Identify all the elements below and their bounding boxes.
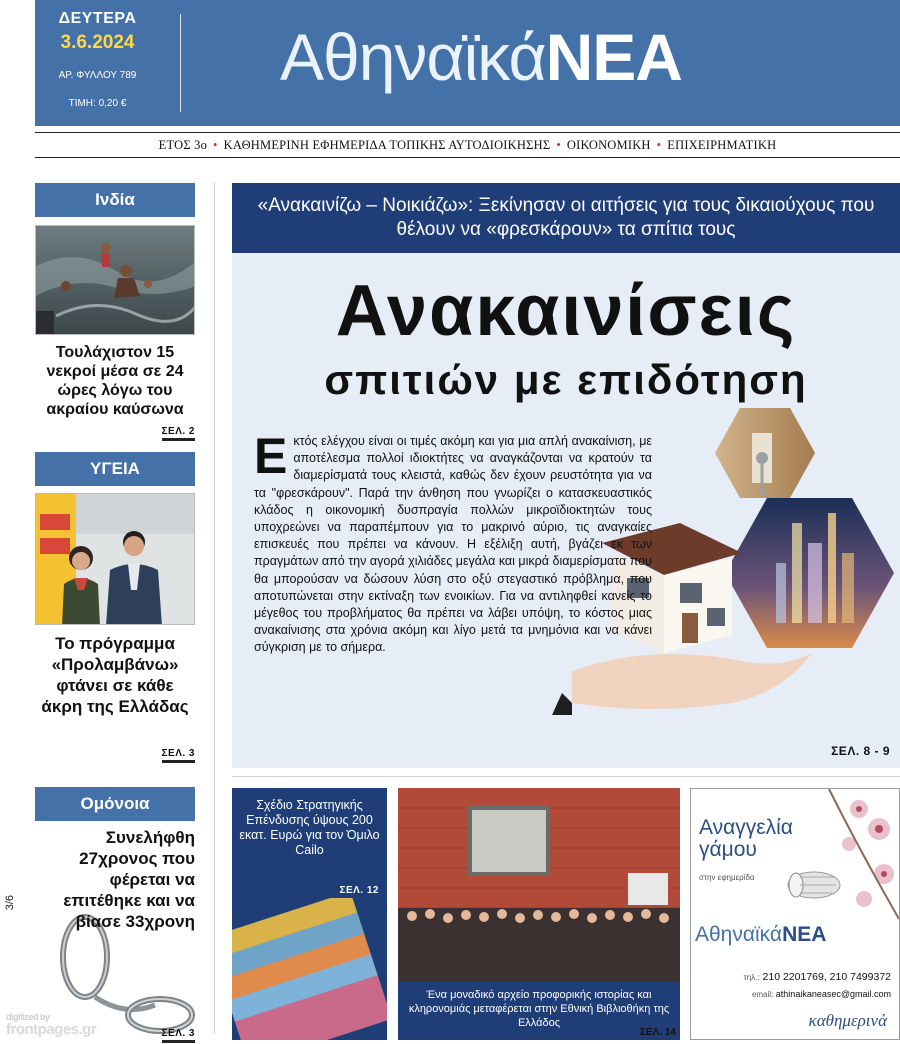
masthead: [35, 0, 900, 126]
euro-banknotes-image: [232, 898, 387, 1040]
masthead-divider: [180, 14, 181, 112]
wedding-title-line: γάμου: [699, 838, 757, 861]
feature-dropcap: Ε: [254, 428, 288, 484]
newspaper-logo: [280, 12, 682, 102]
bullet-icon: •: [656, 138, 662, 152]
wedding-daily: καθημερινά: [808, 1011, 887, 1030]
strategy-article[interactable]: [232, 788, 387, 1040]
page-ref-health: ΣΕΛ. 3: [162, 748, 195, 763]
email-address: athinaikaneasec@gmail.com: [775, 989, 891, 999]
issue-day: ΔΕΥΤΕΡΑ: [58, 10, 137, 27]
feature-kicker: «Ανακαινίζω – Νοικιάζω»: Ξεκίνησαν οι αιτήσεις για τους δικαιούχους που θέλουν να «φρεσκάρουν» τα σπίτια τους: [232, 183, 900, 253]
flower-decoration: [789, 789, 899, 929]
section-tag-omonoia[interactable]: Ομόνοια: [35, 787, 195, 821]
wedding-logo-bold: ΝΕΑ: [782, 923, 827, 946]
archive-caption: Ένα μοναδικό αρχείο προφορικής ιστορίας και κληρονομιάς μεταφέρεται στην Εθνική Βιβλιοθήκη της Ελλάδος: [398, 982, 680, 1040]
tagline: [35, 132, 900, 158]
archive-article[interactable]: [398, 788, 680, 1040]
email-label: email:: [751, 990, 774, 999]
india-headline[interactable]: Τουλάχιστον 15 νεκροί μέσα σε 24 ώρες λόγω του ακραίου καύσωνα: [46, 344, 184, 418]
phone-numbers: 210 2201769, 210 7499372: [762, 971, 891, 983]
feature-article[interactable]: [232, 183, 900, 768]
tagline-item: ΟΙΚΟΝΟΜΙΚΗ: [566, 138, 651, 152]
wedding-email: [752, 989, 891, 999]
date-box: [35, 0, 180, 126]
feature-body-text: κτός ελέγχου είναι οι τιμές ακόμη και για μια απλή ανακαίνιση, με αποτέλεσμα πολλοί ιδιοκτήτες να αναγκάζονται να κρατούν τα διαμερίσματά τους κλειστά, καθώς δεν έχουν ρευστότητα για να τα "φρεσκάρουν". Παρά την άνθηση που γνωρίζει ο κατασκευαστικός κλάδος η οικονομική δυσπραγία πολλών μικροϊδιοκτητών τους υποχρεώνει να παραπέμπουν για το μακρινό αύριο, τις αναγκαίες επισκευές που πρέπει να κάνουν. Η εξέλιξη αυτή, βγάζει εκ των πραγμάτων από την αγορά χιλιάδες μεγάλα και μικρά διαμερίσματα που θα μπορούσαν να δώσουν λύση στο οξύ στεγαστικό πρόβλημα, που αποτυπώνεται στην εκτίναξη των ενοικίων. Για να αντιληφθεί κανείς το μέγεθος του προβλήματος θα πρέπει να λάβει υπόψη, το κόστος μιας ανακαίνισης στα χρόνια ακόμη και λίγο μετά τα μνημόνια και να κάνει σύγκριση με το σήμερα.: [254, 434, 652, 655]
section-tag-india[interactable]: Ινδία: [35, 183, 195, 217]
logo-light-text: Αθηναϊκά: [280, 20, 546, 94]
omonoia-headline[interactable]: Συνελήφθη 27χρονος που φέρεται να επιτέθηκε και να βίασε 33χρονη: [63, 828, 195, 931]
bullet-icon: •: [556, 138, 561, 152]
wedding-logo: [695, 923, 826, 947]
page-ref-feature: ΣΕΛ. 8 - 9: [831, 744, 890, 758]
watermark-main: frontpages.gr: [6, 1021, 97, 1038]
issue-price: ΤΙΜΗ: 0,20 €: [68, 98, 127, 109]
feature-headline: Ανακαινίσεις: [335, 271, 797, 351]
wedding-phone: [744, 969, 891, 986]
page-ref-strategy: ΣΕΛ. 12: [339, 885, 379, 896]
section-tag-health[interactable]: ΥΓΕΙΑ: [35, 452, 195, 486]
wedding-subtitle: στην εφημερίδα: [699, 873, 755, 882]
watermark-small: digitized by: [6, 1012, 50, 1022]
margin-date-code: 3/6: [4, 895, 16, 911]
strategy-headline: Σχέδιο Στρατηγικής Επένδυσης ύψους 200 εκατ. Ευρώ για τον Όμιλο Cailo: [239, 798, 380, 857]
wedding-logo-light: Αθηναϊκά: [695, 923, 783, 946]
issue-number: ΑΡ. ΦΥΛΛΟΥ 789: [58, 70, 137, 81]
issue-date: 3.6.2024: [60, 32, 135, 53]
watermark: [6, 1013, 96, 1038]
logo-bold-text: ΝΕΑ: [545, 20, 682, 94]
feature-body: [254, 428, 652, 657]
tagline-item: ΚΑΘΗΜΕΡΙΝΗ ΕΦΗΜΕΡΙΔΑ ΤΟΠΙΚΗΣ ΑΥΤΟΔΙΟΙΚΗΣΗΣ: [223, 138, 551, 152]
page-ref-india: ΣΕΛ. 2: [162, 426, 195, 441]
tagline-year: ΕΤΟΣ 3ο: [158, 138, 208, 152]
page-ref-omonoia: ΣΕΛ. 3: [162, 1028, 195, 1043]
rolled-newspaper-icon: [786, 865, 842, 905]
phone-label: τηλ.:: [743, 973, 760, 982]
page-ref-archive: ΣΕΛ. 14: [639, 1027, 676, 1038]
feature-subheadline: σπιτιών με επιδότηση: [324, 356, 808, 403]
tagline-item: ΕΠΙΧΕΙΡΗΜΑΤΙΚΗ: [667, 138, 777, 152]
india-photo[interactable]: [35, 225, 195, 335]
bullet-icon: •: [213, 138, 218, 152]
column-divider: [214, 183, 215, 1033]
horizontal-rule: [232, 776, 900, 777]
health-photo[interactable]: [35, 493, 195, 625]
wedding-title-line: Αναγγελία: [699, 816, 793, 839]
wedding-title: [699, 817, 793, 861]
wedding-ad[interactable]: [690, 788, 900, 1040]
health-headline[interactable]: Το πρόγραμμα «Προλαμβάνω» φτάνει σε κάθε άκρη της Ελλάδας: [41, 634, 189, 716]
